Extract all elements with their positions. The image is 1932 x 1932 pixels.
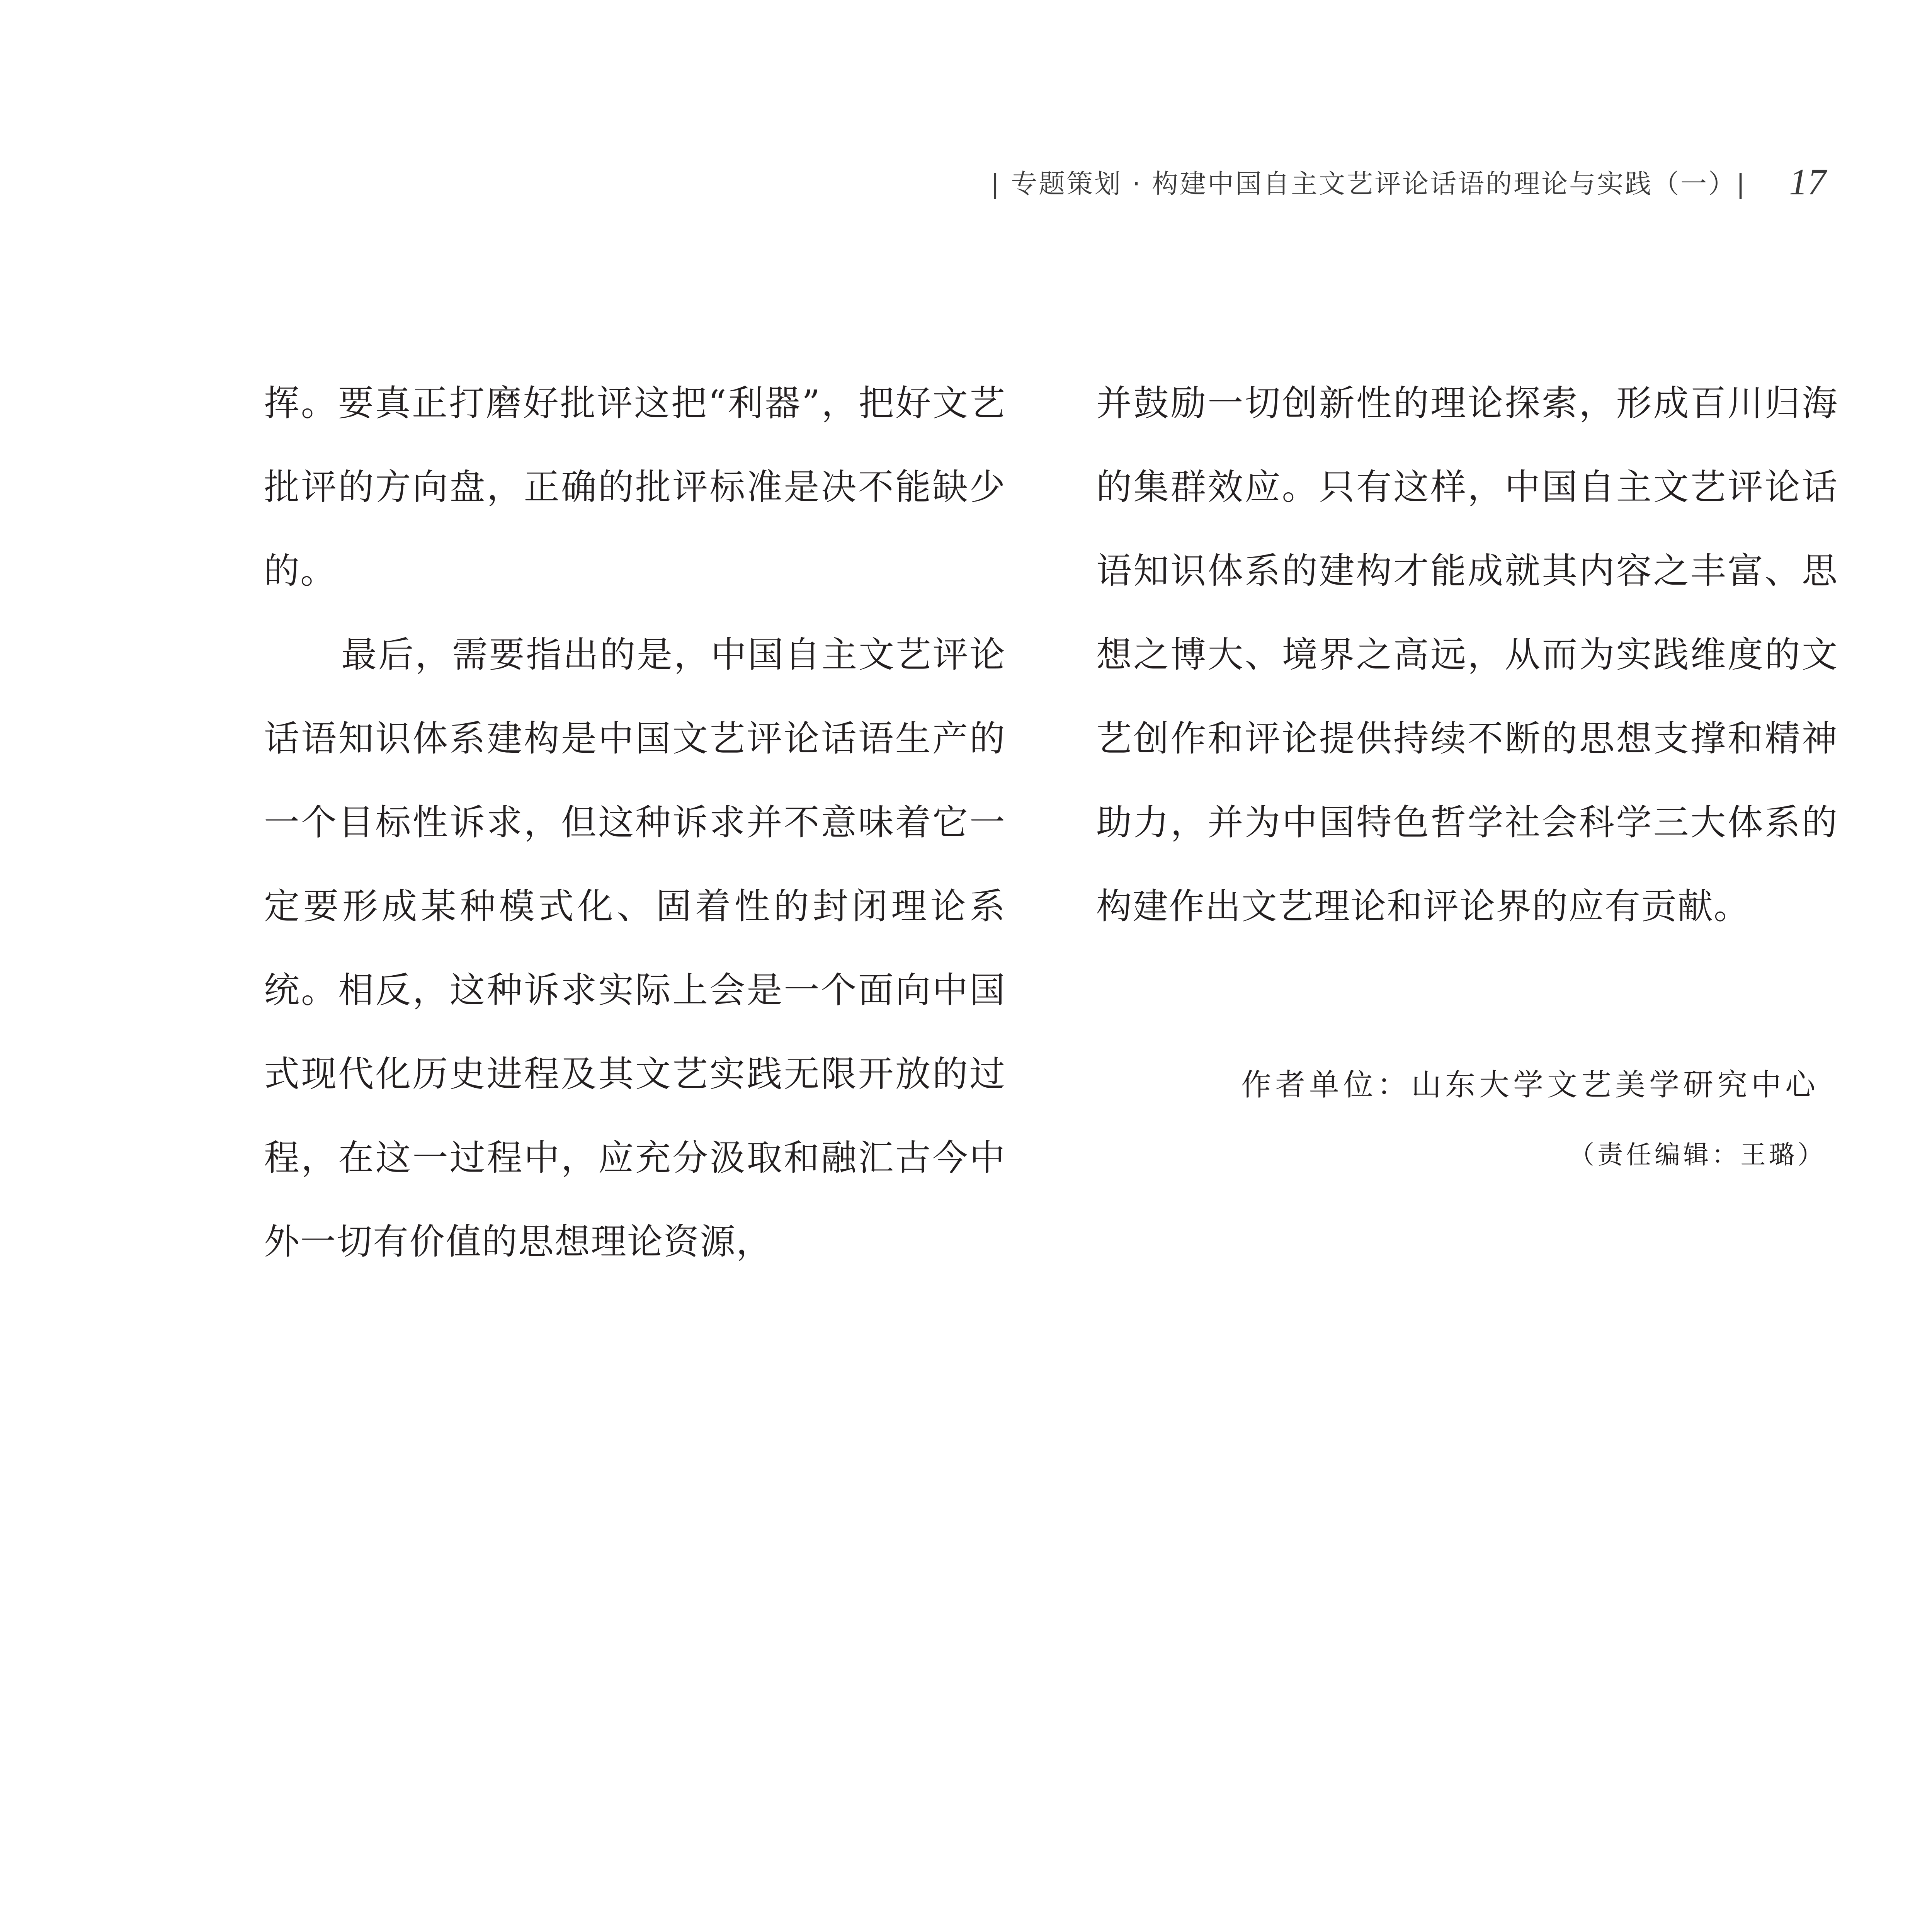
author-affiliation: 作者单位：山东大学文艺美学研究中心 [1241, 1068, 1819, 1102]
left-paragraph-2: 最后，需要指出的是，中国自主文艺评论话语知识体系建构是中国文艺评论话语生产的一个目标性诉求，但这种诉求并不意味着它一定要形成某种模式化、固着性的封闭理论系统。相反，这种诉求实际上会是一个面向中国式现代化历史进程及其文艺实践无限开放的过程，在这一过程中，应充分汲取和融汇古今中外一切有价值的思想理论资源， [264, 634, 1006, 1262]
left-paragraph-1: 挥。要真正打磨好批评这把“利器”，把好文艺批评的方向盘，正确的批评标准是决不能缺少的。 [264, 383, 1006, 592]
running-header [991, 158, 1826, 205]
right-column [1096, 361, 1838, 948]
editor-note: （责任编辑：王璐） [1569, 1140, 1826, 1170]
page-number: 17 [1789, 161, 1826, 202]
header-title: | 专题策划 · 构建中国自主文艺评论话语的理论与实践（一）| [990, 168, 1747, 199]
left-column [264, 361, 1006, 1284]
right-paragraph-1: 并鼓励一切创新性的理论探索，形成百川归海的集群效应。只有这样，中国自主文艺评论话语知识体系的建构才能成就其内容之丰富、思想之博大、境界之高远，从而为实践维度的文艺创作和评论提供持续不断的思想支撑和精神助力，并为中国特色哲学社会科学三大体系的构建作出文艺理论和评论界的应有贡献。 [1096, 383, 1838, 927]
